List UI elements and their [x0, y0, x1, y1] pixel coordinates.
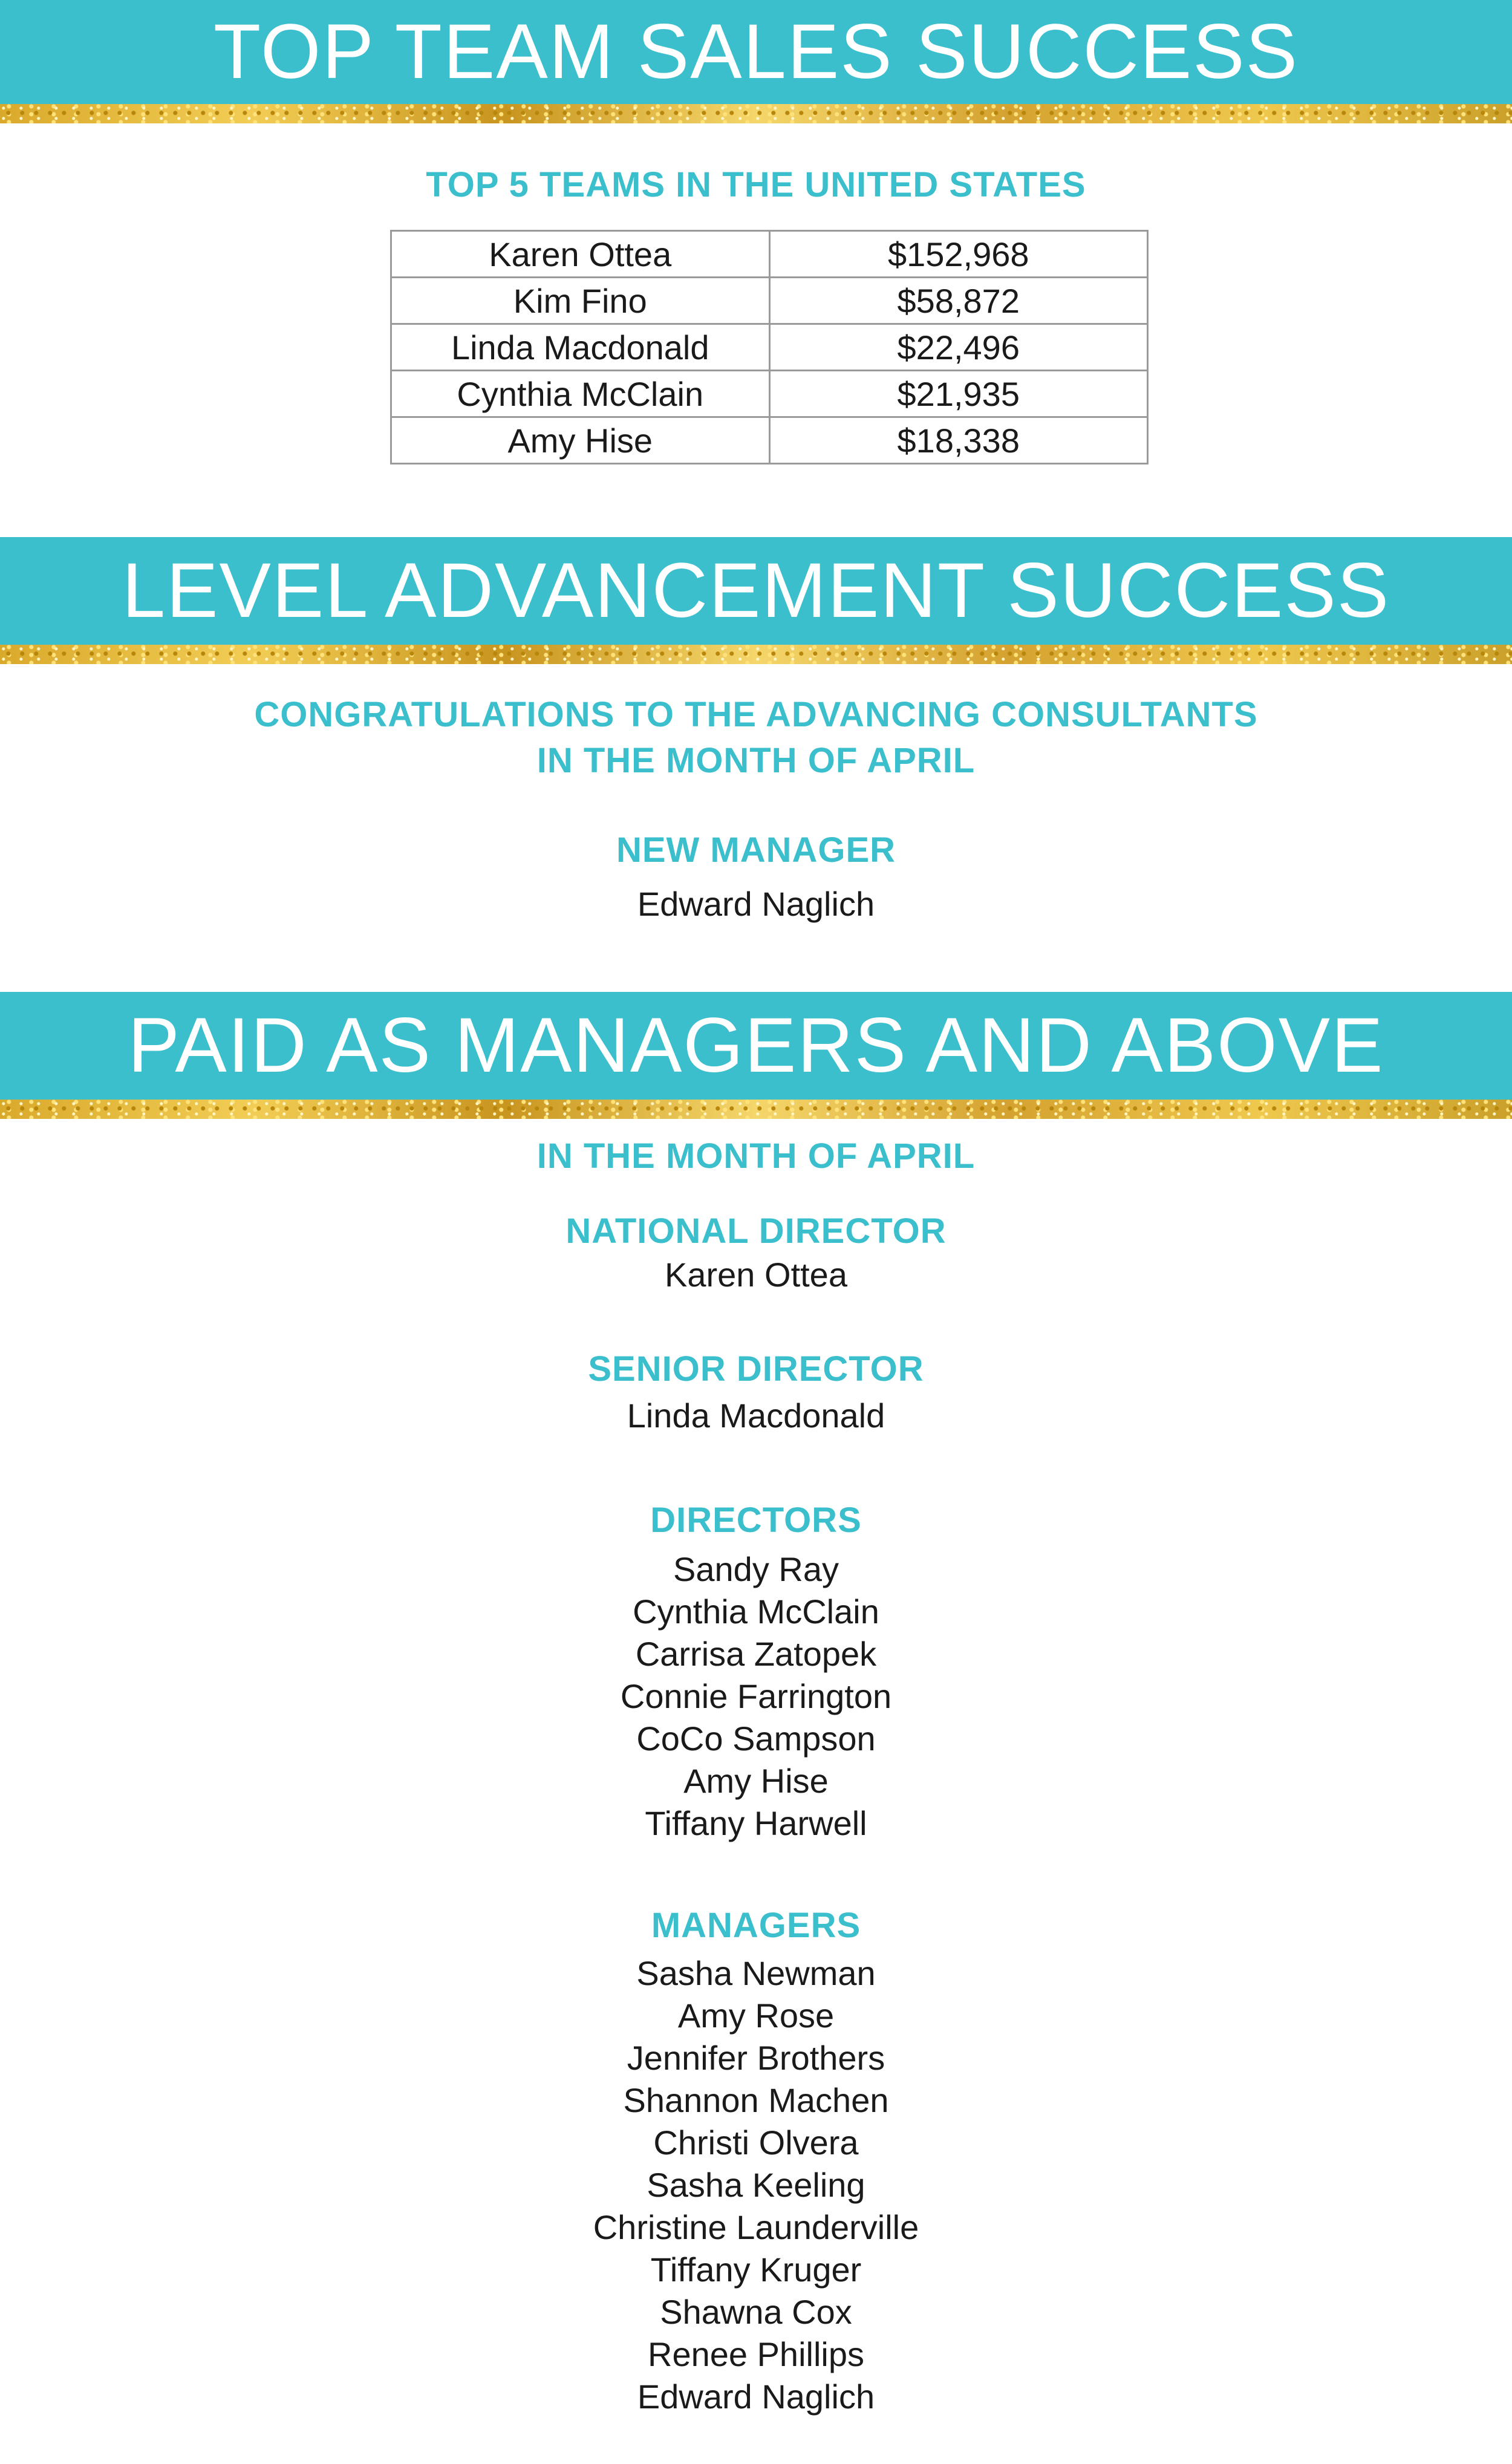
- team-amount-cell: $18,338: [769, 417, 1148, 464]
- new-manager-label: NEW MANAGER: [616, 830, 896, 870]
- table-row: [391, 278, 1148, 324]
- team-name-cell: Linda Macdonald: [391, 324, 770, 371]
- list-item: Shannon Machen: [623, 2081, 889, 2119]
- top-team-banner: [0, 0, 1512, 104]
- team-amount-cell: $152,968: [769, 231, 1148, 278]
- senior-director-name: Linda Macdonald: [627, 1397, 885, 1435]
- gold-glitter-divider: [0, 1100, 1512, 1119]
- table-row: [391, 417, 1148, 464]
- top-teams-table: [390, 230, 1149, 464]
- list-item: Christi Olvera: [653, 2123, 859, 2162]
- table-row: [391, 231, 1148, 278]
- gold-glitter-divider: [0, 104, 1512, 123]
- directors-label: DIRECTORS: [650, 1501, 862, 1540]
- congrats-line-1: CONGRATULATIONS TO THE ADVANCING CONSULTANTS: [254, 695, 1258, 734]
- list-item: Shawna Cox: [660, 2293, 852, 2331]
- list-item: Sasha Keeling: [647, 2166, 865, 2204]
- level-advancement-title: LEVEL ADVANCEMENT SUCCESS: [122, 547, 1390, 634]
- list-item: Cynthia McClain: [633, 1592, 879, 1631]
- paid-as-banner: [0, 992, 1512, 1100]
- team-name-cell: Kim Fino: [391, 278, 770, 324]
- list-item: Jennifer Brothers: [627, 2039, 885, 2077]
- list-item: Tiffany Kruger: [650, 2251, 862, 2289]
- new-manager-name: Edward Naglich: [637, 885, 875, 923]
- level-advancement-banner: [0, 537, 1512, 645]
- team-amount-cell: $22,496: [769, 324, 1148, 371]
- senior-director-label: SENIOR DIRECTOR: [588, 1349, 924, 1389]
- list-item: Edward Naglich: [637, 2378, 875, 2416]
- congrats-line-2: IN THE MONTH OF APRIL: [536, 741, 976, 780]
- list-item: Sandy Ray: [673, 1550, 839, 1588]
- list-item: Connie Farrington: [620, 1677, 892, 1715]
- list-item: Amy Rose: [677, 1996, 835, 2035]
- list-item: Sasha Newman: [636, 1954, 876, 1992]
- list-item: Tiffany Harwell: [645, 1804, 867, 1842]
- managers-label: MANAGERS: [651, 1906, 861, 1945]
- list-item: Carrisa Zatopek: [635, 1635, 877, 1673]
- top-team-title: TOP TEAM SALES SUCCESS: [213, 8, 1299, 95]
- managers-list: [0, 1952, 1512, 2418]
- team-name-cell: Cynthia McClain: [391, 371, 770, 417]
- table-row: [391, 371, 1148, 417]
- team-amount-cell: $58,872: [769, 278, 1148, 324]
- national-director-name: Karen Ottea: [665, 1256, 847, 1294]
- team-name-cell: Karen Ottea: [391, 231, 770, 278]
- directors-list: [0, 1548, 1512, 1845]
- list-item: CoCo Sampson: [636, 1719, 876, 1758]
- paid-as-subtitle: IN THE MONTH OF APRIL: [536, 1136, 976, 1176]
- list-item: Christine Launderville: [593, 2208, 919, 2246]
- list-item: Amy Hise: [683, 1762, 829, 1800]
- team-amount-cell: $21,935: [769, 371, 1148, 417]
- paid-as-title: PAID AS MANAGERS AND ABOVE: [128, 1002, 1384, 1089]
- top-teams-subtitle: TOP 5 TEAMS IN THE UNITED STATES: [426, 165, 1086, 204]
- national-director-label: NATIONAL DIRECTOR: [565, 1211, 947, 1251]
- list-item: Renee Phillips: [648, 2335, 864, 2373]
- table-row: [391, 324, 1148, 371]
- team-name-cell: Amy Hise: [391, 417, 770, 464]
- gold-glitter-divider: [0, 645, 1512, 664]
